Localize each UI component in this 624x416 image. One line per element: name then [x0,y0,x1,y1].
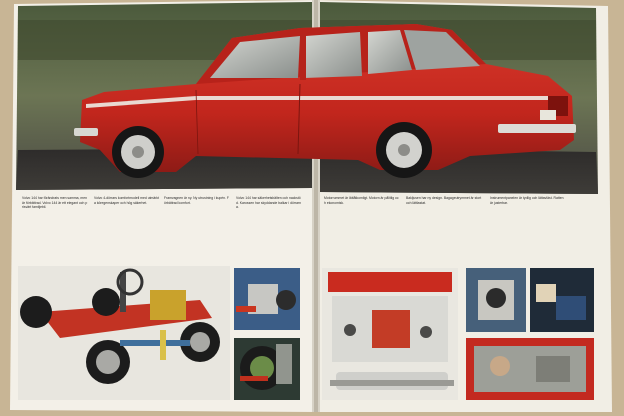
text-column-6: Bakljusen har ny design. Bagageutrymmet är stort och lättlastat. [406,196,482,205]
front-wheel [112,126,164,178]
engine-bay-photo [322,268,458,400]
text-column-2: Volvo 4-dörrars komfortmodell med utmärkta köregenskaper och hög säkerhet. [94,196,160,205]
text-column-3: Framvagnen är ny. Ny utrustning i kupén. Förbättrad komfort. [164,196,229,205]
rear-wheel [376,122,432,178]
seat-detail-photo [530,268,594,332]
rear-detail-photo [466,268,526,332]
text-column-5: Motorrummet är lättåtkomligt. Motorn är pålitlig och ekonomisk. [324,196,399,205]
suspension-photo-bottom [234,338,300,400]
text-column-4: Volvo 144 har säkerhetsbälten och nackstöd. Karossen har skyddande balkar i dörrarna. [236,196,302,210]
text-column-1: Volvo 144 har förändrats men samma, men är förbättrad. Volvo 144 är ett elegant och prisvärt familjebil. [22,196,88,210]
suspension-photo-top [234,268,300,330]
text-column-7: Instrumentpanelen är tydlig och lättavläst. Ratten är justerbar. [490,196,564,205]
interior-photo [466,338,594,400]
chassis-photo [18,266,230,400]
